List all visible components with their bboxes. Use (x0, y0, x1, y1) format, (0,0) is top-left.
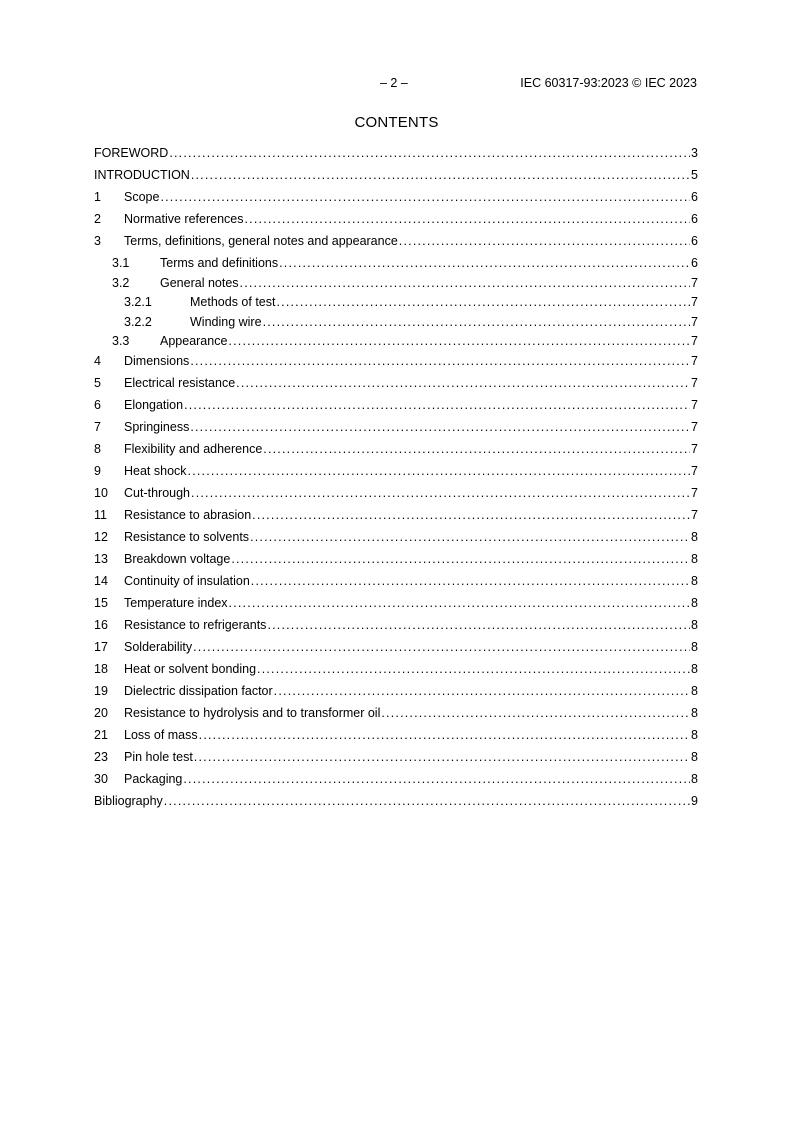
toc-dot-leader (274, 683, 690, 699)
toc-entry[interactable] (94, 704, 698, 726)
toc-dot-leader (250, 529, 690, 545)
page-header (0, 76, 793, 92)
toc-entry[interactable] (94, 660, 698, 682)
toc-entry[interactable] (94, 352, 698, 374)
toc-entry-title[interactable]: Packaging (124, 771, 183, 786)
toc-entry-page[interactable]: 7 (691, 463, 698, 478)
toc-entry[interactable] (94, 232, 698, 254)
toc-entry[interactable] (94, 770, 698, 792)
toc-entry-title[interactable]: INTRODUCTION (94, 168, 190, 182)
toc-entry-page[interactable]: 8 (691, 595, 698, 610)
toc-entry-page[interactable]: 9 (691, 793, 698, 808)
toc-entry-title[interactable]: Dimensions (124, 353, 190, 368)
toc-entry-number: 3.2 (112, 275, 130, 290)
toc-entry-page[interactable]: 6 (691, 256, 698, 270)
toc-entry-page[interactable]: 7 (691, 314, 698, 329)
toc-entry-page[interactable]: 8 (691, 573, 698, 588)
toc-dot-leader (263, 314, 690, 330)
toc-entry-number: 17 (94, 639, 108, 654)
toc-entry-title[interactable]: Winding wire (190, 314, 262, 329)
toc-entry-page[interactable]: 6 (691, 234, 698, 248)
table-of-contents (94, 144, 698, 814)
toc-entry-number: 2 (94, 212, 101, 226)
toc-entry-page[interactable]: 7 (691, 397, 698, 412)
toc-entry-title[interactable]: Terms, definitions, general notes and appearance (124, 234, 398, 248)
toc-entry-number: 8 (94, 441, 101, 456)
toc-entry-page[interactable]: 8 (691, 617, 698, 632)
toc-entry-page[interactable]: 3 (691, 146, 698, 160)
toc-dot-leader (193, 639, 690, 655)
toc-entry-title[interactable]: Electrical resistance (124, 375, 236, 390)
toc-entry-number: 14 (94, 573, 108, 588)
toc-entry-page[interactable]: 7 (691, 295, 698, 309)
toc-entry[interactable] (94, 528, 698, 550)
toc-dot-leader (190, 419, 690, 435)
toc-dot-leader (229, 595, 691, 611)
toc-entry-page[interactable]: 8 (691, 661, 698, 676)
toc-entry-title[interactable]: Methods of test (190, 295, 276, 309)
toc-entry-title[interactable]: Solderability (124, 639, 193, 654)
toc-dot-leader (194, 749, 690, 765)
toc-entry[interactable] (94, 166, 698, 188)
toc-entry-title[interactable]: Resistance to refrigerants (124, 617, 267, 632)
toc-dot-leader (381, 705, 690, 721)
toc-dot-leader (279, 255, 690, 271)
toc-entry-title[interactable]: Heat shock (124, 463, 187, 478)
toc-dot-leader (183, 771, 690, 787)
toc-entry[interactable] (94, 254, 698, 274)
toc-entry-number: 3.1 (112, 256, 130, 270)
toc-entry[interactable] (94, 726, 698, 748)
toc-entry[interactable] (94, 594, 698, 616)
toc-entry-title[interactable]: Dielectric dissipation factor (124, 683, 273, 698)
toc-entry-page[interactable]: 6 (691, 190, 698, 204)
toc-entry[interactable] (94, 506, 698, 528)
toc-entry[interactable] (94, 274, 698, 294)
toc-dot-leader (263, 441, 690, 457)
toc-entry-number: 16 (94, 617, 108, 632)
document-identifier: IEC 60317-93:2023 © IEC 2023 (520, 76, 697, 90)
toc-entry-title[interactable]: Bibliography (94, 793, 163, 808)
toc-dot-leader (184, 397, 690, 413)
toc-entry-number: 6 (94, 397, 101, 412)
toc-entry-page[interactable]: 8 (691, 727, 698, 742)
toc-dot-leader (199, 727, 690, 743)
toc-entry-number: 21 (94, 727, 108, 742)
toc-entry-number: 11 (94, 507, 107, 522)
toc-entry-number: 9 (94, 463, 101, 478)
toc-entry-page[interactable]: 7 (691, 441, 698, 456)
toc-entry-title[interactable]: Cut-through (124, 485, 191, 500)
toc-entry-number: 1 (94, 190, 101, 204)
toc-entry-page[interactable]: 7 (691, 334, 698, 348)
toc-entry[interactable] (94, 293, 698, 313)
toc-entry-number: 10 (94, 485, 108, 500)
toc-dot-leader (245, 211, 691, 227)
toc-entry-number: 20 (94, 705, 108, 720)
toc-entry-title[interactable]: Flexibility and adherence (124, 441, 263, 456)
toc-entry-page[interactable]: 8 (691, 683, 698, 698)
toc-dot-leader (164, 793, 690, 809)
toc-entry-number: 5 (94, 375, 101, 390)
toc-entry-title[interactable]: Breakdown voltage (124, 551, 231, 566)
toc-entry-title[interactable]: Pin hole test (124, 749, 193, 764)
toc-entry-title[interactable]: Normative references (124, 212, 244, 226)
toc-entry[interactable] (94, 418, 698, 440)
toc-entry-page[interactable]: 5 (691, 168, 698, 182)
toc-dot-leader (160, 189, 690, 205)
toc-entry-page[interactable]: 7 (691, 353, 698, 368)
toc-entry-number: 23 (94, 749, 108, 764)
toc-entry-title[interactable]: Continuity of insulation (124, 573, 250, 588)
toc-entry-number: 18 (94, 661, 108, 676)
toc-entry[interactable] (94, 550, 698, 572)
contents-title: CONTENTS (354, 114, 439, 131)
toc-entry-page[interactable]: 7 (691, 375, 698, 390)
toc-dot-leader (251, 573, 690, 589)
toc-entry[interactable] (94, 332, 698, 352)
toc-entry[interactable] (94, 374, 698, 396)
toc-entry-page[interactable]: 6 (691, 212, 698, 226)
toc-entry-title[interactable]: Heat or solvent bonding (124, 661, 257, 676)
toc-dot-leader (191, 167, 690, 183)
toc-entry[interactable] (94, 572, 698, 594)
toc-entry-number: 3.2.1 (124, 295, 152, 309)
toc-entry[interactable] (94, 396, 698, 418)
toc-entry[interactable] (94, 462, 698, 484)
toc-entry-number: 4 (94, 353, 101, 368)
toc-dot-leader (276, 294, 690, 310)
toc-entry[interactable] (94, 682, 698, 704)
toc-dot-leader (240, 275, 691, 291)
toc-entry-number: 7 (94, 419, 101, 434)
toc-entry[interactable] (94, 638, 698, 660)
page-number: – 2 – (380, 76, 408, 90)
toc-dot-leader (190, 353, 690, 369)
toc-entry-title[interactable]: General notes (160, 275, 239, 290)
toc-entry[interactable] (94, 748, 698, 770)
toc-entry-page[interactable]: 7 (691, 507, 698, 522)
toc-entry[interactable] (94, 313, 698, 333)
toc-entry-title[interactable]: Springiness (124, 419, 190, 434)
toc-entry-page[interactable]: 8 (691, 529, 698, 544)
toc-entry-title[interactable]: Resistance to hydrolysis and to transformer oil (124, 705, 381, 720)
toc-entry-title[interactable]: Appearance (160, 334, 228, 348)
toc-entry[interactable] (94, 616, 698, 638)
toc-entry-title[interactable]: Loss of mass (124, 727, 198, 742)
toc-entry-page[interactable]: 8 (691, 705, 698, 720)
toc-entry-page[interactable]: 7 (691, 275, 698, 290)
toc-entry[interactable] (94, 440, 698, 462)
toc-entry-title[interactable]: Temperature index (124, 595, 228, 610)
toc-entry-number: 3.2.2 (124, 314, 152, 329)
toc-entry-title[interactable]: Resistance to abrasion (124, 507, 252, 522)
toc-dot-leader (236, 375, 690, 391)
toc-entry-title[interactable]: Scope (124, 190, 160, 204)
toc-dot-leader (267, 617, 690, 633)
toc-entry-number: 3.3 (112, 334, 130, 348)
toc-dot-leader (257, 661, 690, 677)
toc-dot-leader (252, 507, 690, 523)
toc-entry-page[interactable]: 8 (691, 749, 698, 764)
toc-entry-number: 3 (94, 234, 101, 248)
toc-entry-title[interactable]: Elongation (124, 397, 184, 412)
toc-entry[interactable] (94, 188, 698, 210)
toc-dot-leader (169, 145, 690, 161)
toc-entry[interactable] (94, 792, 698, 814)
toc-dot-leader (228, 333, 690, 349)
toc-entry-page[interactable]: 8 (691, 771, 698, 786)
toc-entry-number: 15 (94, 595, 108, 610)
toc-entry-title[interactable]: Terms and definitions (160, 256, 279, 270)
toc-entry-page[interactable]: 7 (691, 419, 698, 434)
toc-entry-title[interactable]: FOREWORD (94, 146, 169, 160)
toc-entry-page[interactable]: 7 (691, 485, 698, 500)
toc-dot-leader (191, 485, 690, 501)
toc-entry[interactable] (94, 144, 698, 166)
toc-dot-leader (188, 463, 691, 479)
toc-entry-number: 30 (94, 771, 108, 786)
toc-entry-number: 12 (94, 529, 108, 544)
toc-entry-page[interactable]: 8 (691, 551, 698, 566)
toc-entry[interactable] (94, 484, 698, 506)
toc-entry-title[interactable]: Resistance to solvents (124, 529, 250, 544)
toc-dot-leader (399, 233, 690, 249)
toc-entry-page[interactable]: 8 (691, 639, 698, 654)
toc-dot-leader (231, 551, 690, 567)
toc-entry[interactable] (94, 210, 698, 232)
toc-entry-number: 19 (94, 683, 108, 698)
toc-entry-number: 13 (94, 551, 108, 566)
